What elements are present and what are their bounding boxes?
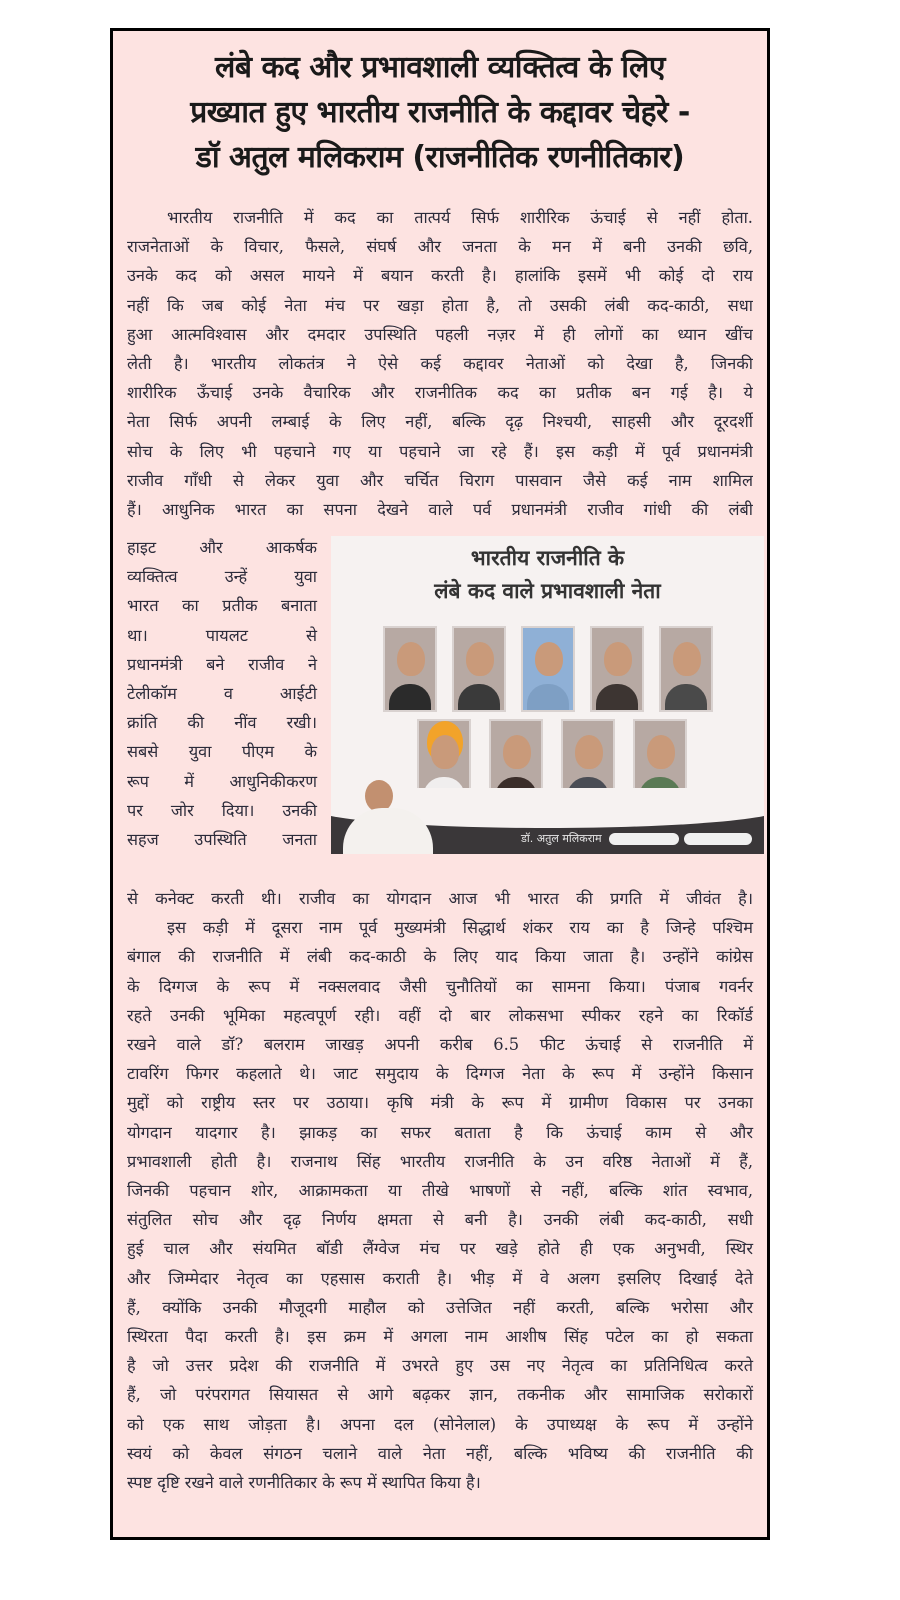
- headline-line: प्रख्यात हुए भारतीय राजनीति के कद्दावर चेहरे -: [190, 95, 690, 130]
- infographic-title-line: लंबे कद वाले प्रभावशाली नेता: [434, 579, 661, 603]
- text-line: भारतीय राजनीति में कद का तात्पर्य सिर्फ शारीरिक ऊंचाई से नहीं होता.: [167, 208, 753, 227]
- text-line: जिनकी पहचान शोर, आक्रामकता या तीखे भाषणों से नहीं, बल्कि शांत स्वभाव,: [127, 1181, 753, 1201]
- text-line: रूप में आधुनिकीकरण: [127, 771, 317, 791]
- author-photo: [335, 774, 445, 854]
- text-line: टेलीकॉम व आईटी: [127, 684, 317, 704]
- text-line: हैं। आधुनिक भारत का सपना देखने वाले पर्व प्रधानमंत्री राजीव गांधी की लंबी: [127, 500, 753, 520]
- infographic-footer-pill: [684, 833, 752, 845]
- infographic-image: [331, 536, 764, 854]
- infographic-title: [331, 542, 764, 608]
- text-line: हुआ आत्मविश्वास और दमदार उपस्थिति पहली नज़र में ही लोगों का ध्यान खींच: [127, 324, 753, 344]
- text-line: रहते उनकी भूमिका महत्वपूर्ण रही। वहीं दो बार लोकसभा स्पीकर रहने का रिकॉर्ड: [127, 1005, 753, 1025]
- infographic-footer-name: डॉ. अतुल मलिकराम: [521, 832, 602, 845]
- leader-portrait: [659, 626, 713, 712]
- text-line: स्थिरता पैदा करती है। इस क्रम में अगला नाम आशीष सिंह पटेल का हो सकता: [127, 1327, 753, 1347]
- text-line: व्यक्तित्व उन्हें युवा: [127, 567, 317, 587]
- text-line: को एक साथ जोड़ता है। अपना दल (सोनेलाल) के उपाध्यक्ष के रूप में उन्होंने: [127, 1414, 753, 1434]
- leader-portrait: [383, 626, 437, 712]
- text-line: और जिम्मेदार नेतृत्व का एहसास कराती है। भीड़ में वे अलग इसलिए दिखाई देते: [127, 1268, 753, 1288]
- headline-line: लंबे कद और प्रभावशाली व्यक्तित्व के लिए: [215, 50, 665, 85]
- text-line: सोच के लिए भी पहचाने गए या पहचाने जा रहे हैं। इस कड़ी में पूर्व प्रधानमंत्री: [127, 441, 753, 461]
- text-line: से कनेक्ट करती थी। राजीव का योगदान आज भी भारत की प्रगति में जीवंत है।: [127, 889, 753, 908]
- infographic-footer-pill: [609, 833, 679, 845]
- headline-line: डॉ अतुल मलिकराम (राजनीतिक रणनीतिकार): [195, 140, 685, 175]
- side-column-text: [127, 533, 317, 854]
- main-paragraph: [127, 884, 753, 1497]
- text-line: भारत का प्रतीक बनाता: [127, 596, 317, 616]
- text-line: हुई चाल और संयमित बॉडी लैंग्वेज मंच पर खड़े होते ही एक अनुभवी, स्थिर: [127, 1239, 753, 1259]
- text-line: के दिग्गज के रूप में नक्सलवाद जैसी चुनौतियों का सामना किया। पंजाब गवर्नर: [127, 976, 753, 996]
- intro-paragraph: [127, 203, 753, 533]
- text-line: स्वयं को केवल संगठन चलाने वाले नेता नहीं, बल्कि भविष्य की राजनीति की: [127, 1443, 753, 1463]
- text-line: हैं, जो परंपरागत सियासत से आगे बढ़कर ज्ञान, तकनीक और सामाजिक सरोकारों: [127, 1385, 753, 1405]
- text-line: पर जोर दिया। उनकी: [127, 800, 317, 820]
- infographic-title-line: भारतीय राजनीति के: [470, 546, 625, 570]
- text-line: रखने वाले डॉ? बलराम जाखड़ अपनी करीब 6.5 फीट ऊंचाई से राजनीति में: [127, 1035, 753, 1055]
- text-line: हाइट और आकर्षक: [127, 538, 317, 557]
- text-line: राजनेताओं के विचार, फैसले, संघर्ष और जनता के मन में बनी उनकी छवि,: [127, 237, 753, 257]
- text-line: है जो उत्तर प्रदेश की राजनीति में उभरते हुए उस नए नेतृत्व का प्रतिनिधित्व करते: [127, 1356, 753, 1376]
- text-line: सहज उपस्थिति जनता: [127, 830, 317, 850]
- text-line: बंगाल की राजनीति में लंबी कद-काठी के लिए याद किया जाता है। उन्होंने कांग्रेस: [127, 947, 753, 967]
- text-line: क्रांति की नींव रखी।: [127, 713, 317, 733]
- text-line: हैं, क्योंकि उनकी मौजूदगी माहौल को उत्तेजित नहीं करती, बल्कि भरोसा और: [127, 1297, 753, 1317]
- leader-portrait: [452, 626, 506, 712]
- headline: [113, 45, 767, 180]
- leader-portrait: [590, 626, 644, 712]
- text-line: सबसे युवा पीएम के: [127, 742, 317, 762]
- text-line: प्रधानमंत्री बने राजीव ने: [127, 654, 317, 674]
- leader-portrait: [521, 626, 575, 712]
- text-line: उनके कद को असल मायने में बयान करती है। हालांकि इसमें भी कोई दो राय: [127, 266, 753, 286]
- text-line: नेता सिर्फ अपनी लम्बाई के लिए नहीं, बल्कि दृढ़ निश्चयी, साहसी और दूरदर्शी: [127, 412, 753, 432]
- text-line: इस कड़ी में दूसरा नाम पूर्व मुख्यमंत्री सिद्धार्थ शंकर राय का है जिन्हे पश्चिम: [167, 918, 753, 938]
- text-line: लेती है। भारतीय लोकतंत्र ने ऐसे कई कद्दावर नेताओं को देखा है, जिनकी: [127, 354, 753, 374]
- text-line: मुद्दों को राष्ट्रीय स्तर पर उठाया। कृषि मंत्री के रूप में ग्रामीण विकास पर उनका: [127, 1093, 753, 1113]
- article-frame: [110, 28, 770, 1540]
- text-line: राजीव गाँधी से लेकर युवा और चर्चित चिराग पासवान जैसे कई नाम शामिल: [127, 470, 753, 490]
- text-line: योगदान यादगार है। झाकड़ का सफर बताता है कि ऊंचाई काम से और: [127, 1122, 753, 1142]
- text-line: था। पायलट से: [127, 625, 317, 645]
- text-line: शारीरिक ऊँचाई उनके वैचारिक और राजनीतिक कद का प्रतीक बन गई है। ये: [127, 383, 753, 403]
- text-line: संतुलित सोच और दृढ़ निर्णय क्षमता से बनी है। उनकी लंबी कद-काठी, सधी: [127, 1210, 753, 1230]
- text-line: टावरिंग फिगर कहलाते थे। जाट समुदाय के दिग्गज नेता के रूप में उन्होंने किसान: [127, 1064, 753, 1084]
- text-line: स्पष्ट दृष्टि रखने वाले रणनीतिकार के रूप में स्थापित किया है।: [127, 1473, 481, 1493]
- text-line: प्रभावशाली होती है। राजनाथ सिंह भारतीय राजनीति के उन वरिष्ठ नेताओं में हैं,: [127, 1151, 753, 1171]
- text-line: नहीं कि जब कोई नेता मंच पर खड़ा होता है, तो उसकी लंबी कद-काठी, सधा: [127, 295, 753, 315]
